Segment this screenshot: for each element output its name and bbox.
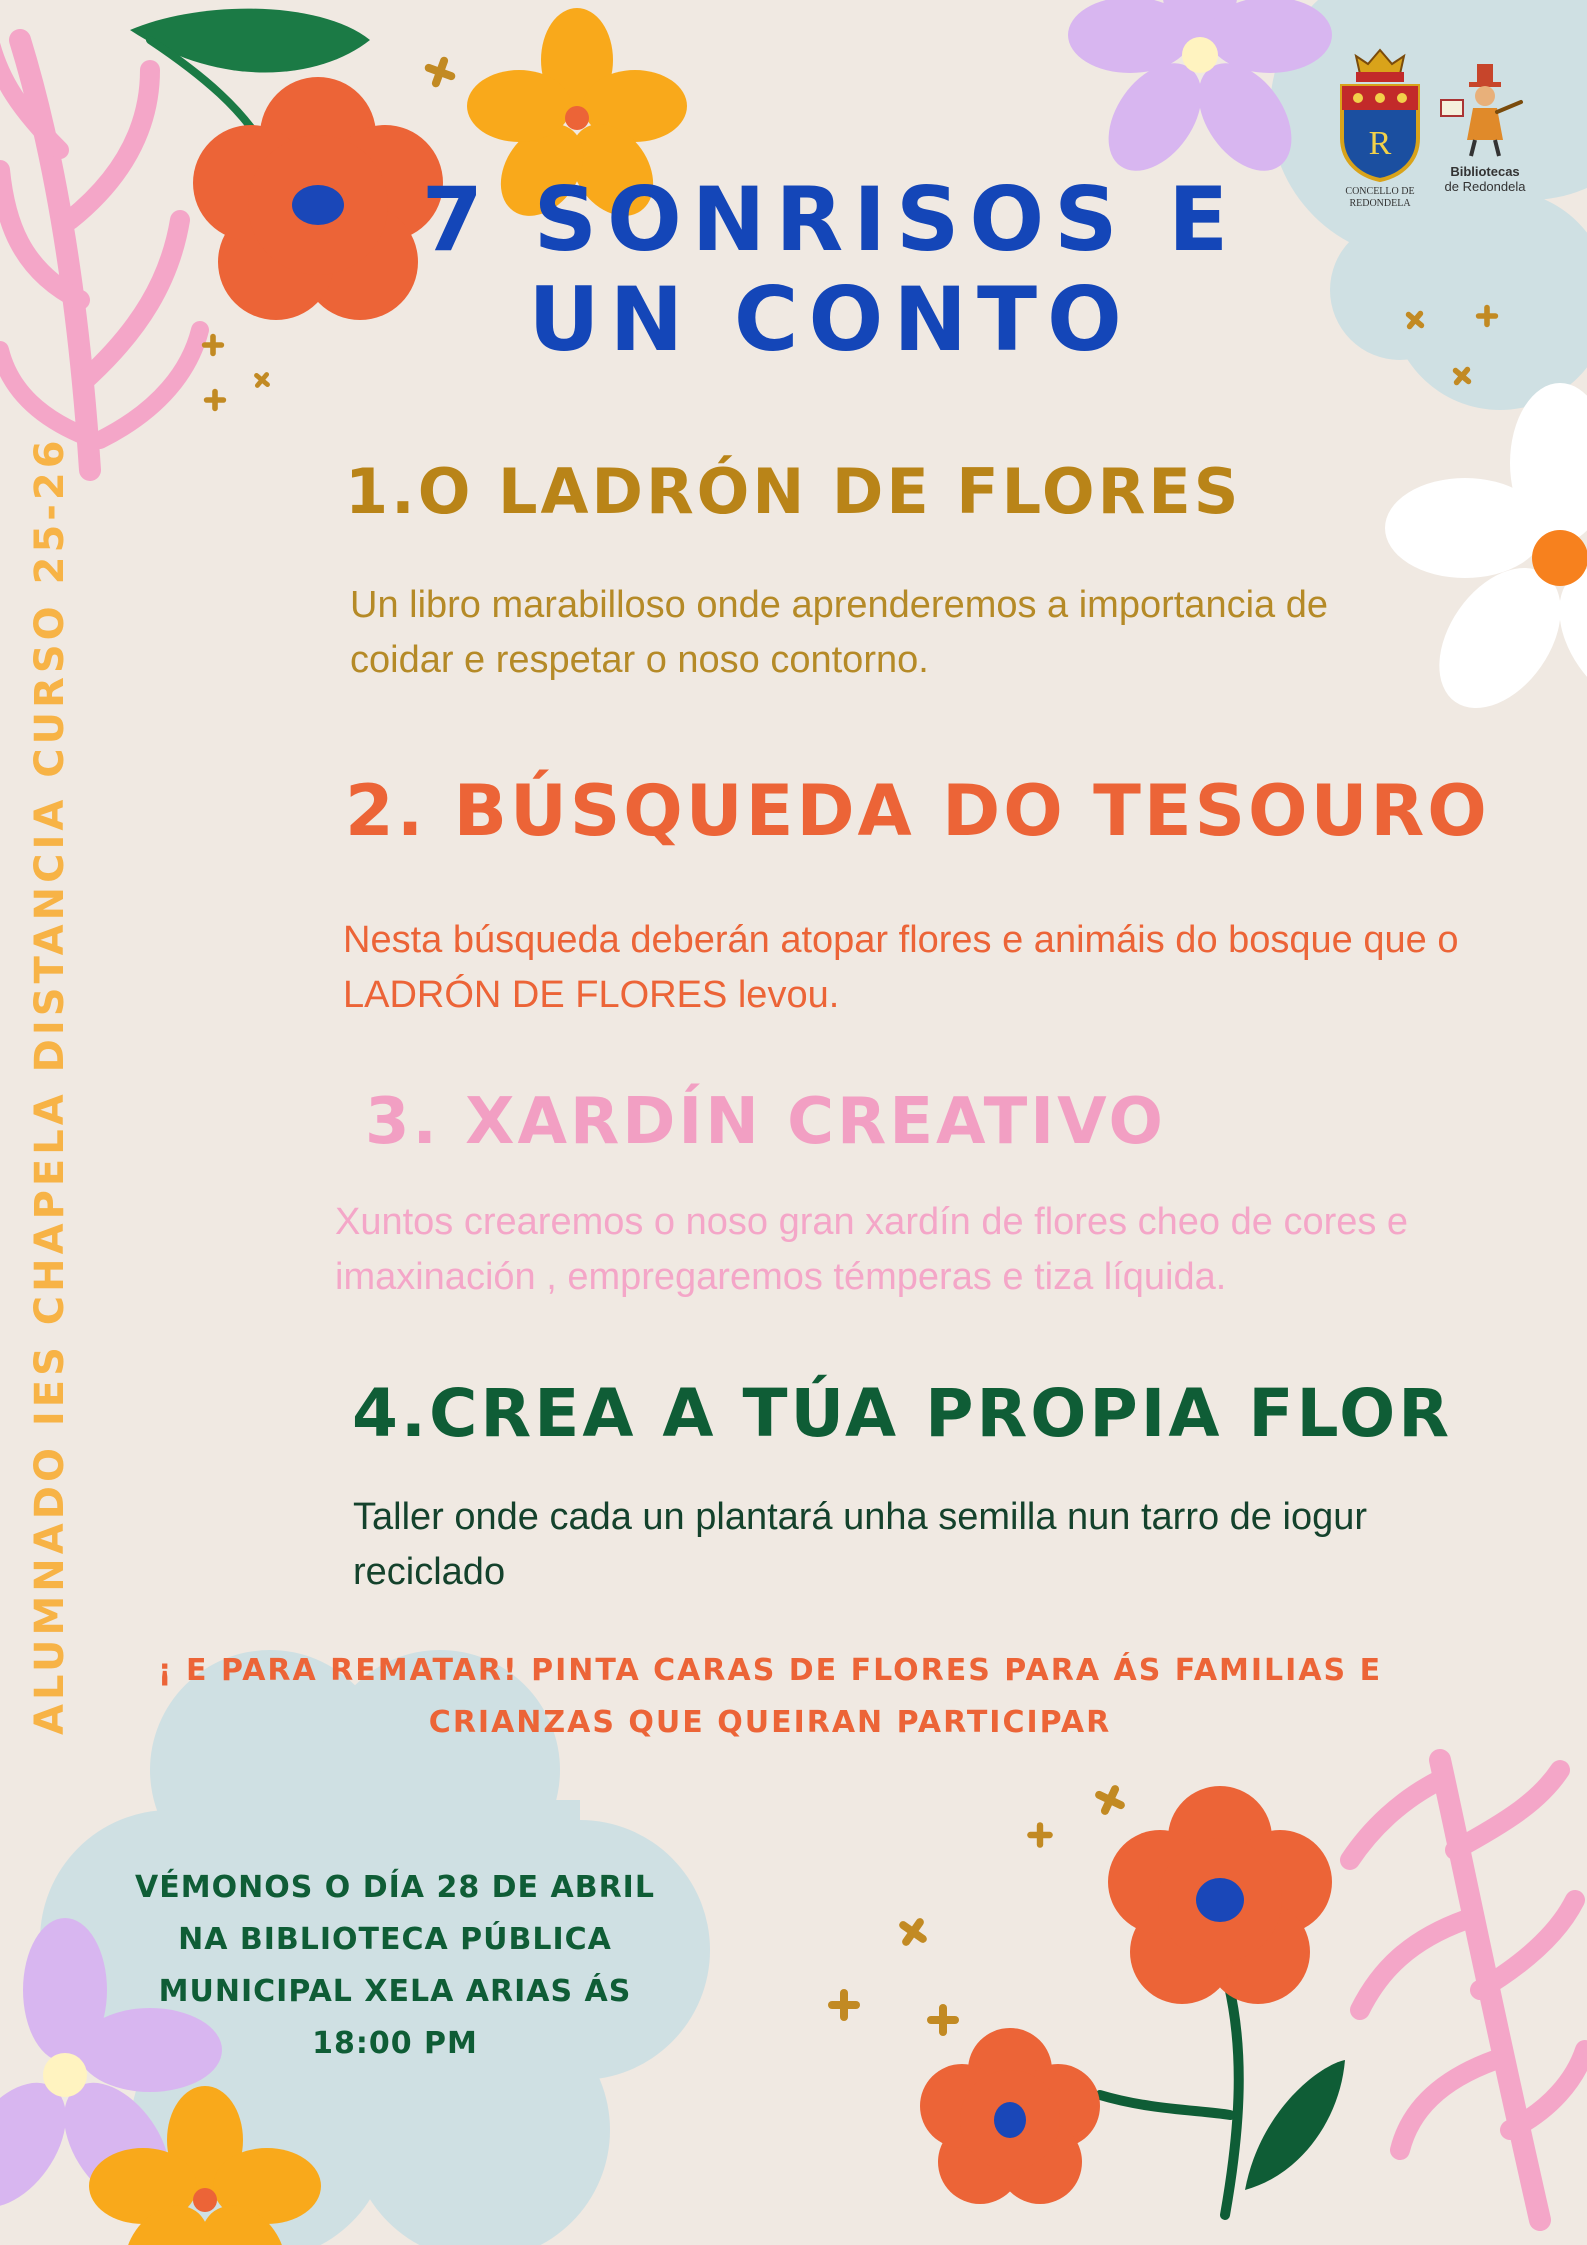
activity-4-heading: 4.CREA A TÚA PROPIA FLOR [352,1375,1453,1452]
activity-1-description: Un libro marabilloso onde aprenderemos a importancia de coidar e respetar o noso contorno. [350,584,1328,681]
activity-3-description: Xuntos crearemos o noso gran xardín de flores cheo de cores e imaxinación , empregaremos témperas e tiza líquida. [335,1201,1409,1298]
side-credit: ALUMNADO IES CHAPELA DISTANCIA CURSO 25-26 [27,436,73,1735]
event-date-location: VÉMONOS O DÍA 28 DE ABRIL NA BIBLIOTECA PÚBLICA MUNICIPAL XELA ARIAS ÁS 18:00 PM [135,1870,655,2061]
page-title: 7 SONRISOS E UN CONTO [421,168,1239,371]
activity-1-heading: 1.O LADRÓN DE FLORES [345,455,1242,528]
red-flower-bottom-right-small [920,2028,1100,2204]
activity-2-description: Nesta búsqueda deberán atopar flores e animáis do bosque que o LADRÓN DE FLORES levou. [343,919,1459,1016]
bibliotecas-logo-caption [1435,164,1535,194]
svg-text:R: R [1368,125,1392,162]
bibliotecas-caption-line1: Bibliotecas [1450,164,1520,179]
concello-caption-line1: CONCELLO DE [1345,186,1415,197]
concello-logo [1330,42,1430,222]
activity-3-heading: 3. XARDÍN CREATIVO [365,1085,1166,1159]
pink-fern-bottom-right [1350,1760,1585,2220]
coat-of-arms-icon [1330,42,1430,182]
closing-announcement: ¡ E PARA REMATAR! PINTA CARAS DE FLORES PARA ÁS FAMILIAS E CRIANZAS QUE QUEIRAN PARTICIPAR [157,1653,1383,1740]
concello-caption-line2: REDONDELA [1349,198,1411,209]
library-mascot-icon [1435,60,1535,160]
green-leaf-bottom-right [1245,2060,1345,2190]
activity-4-description: Taller onde cada un plantará unha semilla nun tarro de iogur reciclado [353,1496,1367,1593]
red-flower-bottom-right-large [1108,1786,1332,2004]
concello-logo-caption [1330,186,1430,210]
bibliotecas-logo [1435,60,1535,220]
activity-2-heading: 2. BÚSQUEDA DO TESOURO [345,770,1490,852]
bibliotecas-caption-line2: de Redondela [1444,179,1526,194]
pink-fern-top-left [0,40,200,470]
